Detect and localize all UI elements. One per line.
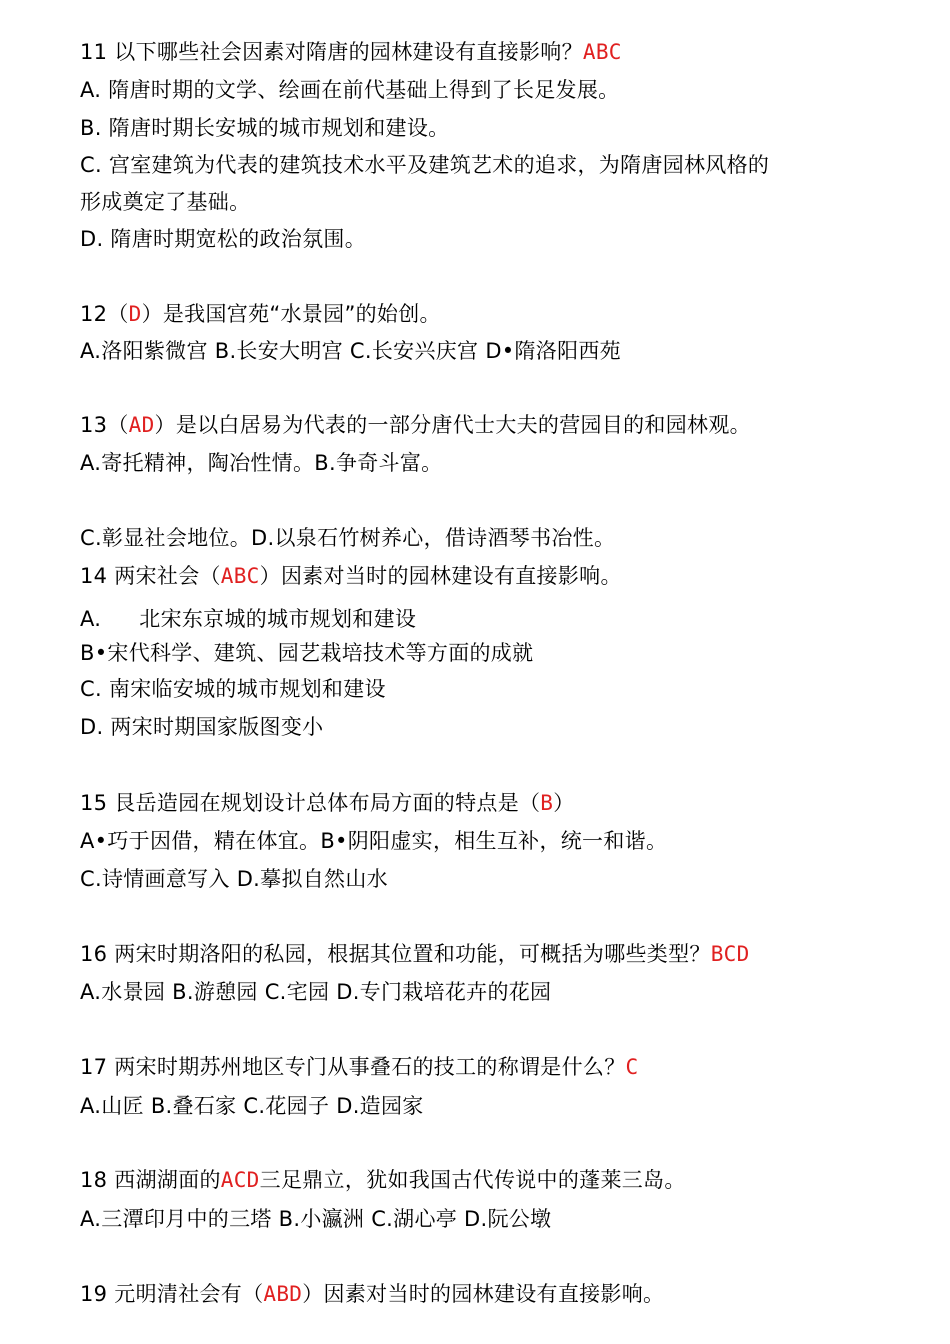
- q15-options-2: C.诗情画意写入 D.摹拟自然山水: [80, 867, 388, 891]
- q17-answer: C: [625, 1055, 639, 1079]
- q19-answer: ABD: [263, 1282, 303, 1306]
- q13-stem: 13（AD）是以白居易为代表的一部分唐代士大夫的营园目的和园林观。: [80, 413, 751, 437]
- q16-stem: 16 两宋时期洛阳的私园，根据其位置和功能，可概括为哪些类型？BCD: [80, 942, 750, 966]
- q12-answer: D: [128, 302, 142, 326]
- q19-stem: 19 元明清社会有（ABD）因素对当时的园林建设有直接影响。: [80, 1282, 665, 1306]
- q14-option-d: D. 两宋时期国家版图变小: [80, 715, 324, 739]
- q17-stem: 17 两宋时期苏州地区专门从事叠石的技工的称谓是什么？C: [80, 1055, 639, 1079]
- q17-options: A.山匠 B.叠石家 C.花园子 D.造园家: [80, 1094, 424, 1118]
- q13-options-1: A.寄托精神，陶冶性情。B.争奇斗富。: [80, 451, 443, 475]
- q11-option-d: D. 隋唐时期宽松的政治氛围。: [80, 227, 367, 251]
- q18-answer: ACD: [220, 1168, 260, 1192]
- q12-stem: 12（D）是我国宫苑“水景园”的始创。: [80, 302, 441, 326]
- q16-answer: BCD: [710, 942, 750, 966]
- q11-option-c-continued: 形成奠定了基础。: [80, 190, 251, 214]
- q15-options-1: A•巧于因借，精在体宜。B•阴阳虚实，相生互补，统一和谐。: [80, 829, 668, 853]
- q15-stem: 15 艮岳造园在规划设计总体布局方面的特点是（B）: [80, 791, 575, 815]
- q13-answer: AD: [128, 413, 155, 437]
- q11-answer: ABC: [582, 40, 622, 64]
- q14-option-a: A. 北宋东京城的城市规划和建设: [80, 607, 417, 631]
- q11-option-a: A. 隋唐时期的文学、绘画在前代基础上得到了长足发展。: [80, 78, 620, 102]
- q14-answer: ABC: [220, 564, 260, 588]
- q18-options: A.三潭印月中的三塔 B.小瀛洲 C.湖心亭 D.阮公墩: [80, 1207, 552, 1231]
- q15-answer: B: [540, 791, 554, 815]
- q11-option-b: B. 隋唐时期长安城的城市规划和建设。: [80, 116, 450, 140]
- q11-stem: 11 以下哪些社会因素对隋唐的园林建设有直接影响？ABC: [80, 40, 622, 64]
- q18-stem: 18 西湖湖面的ACD三足鼎立，犹如我国古代传说中的蓬莱三岛。: [80, 1168, 686, 1192]
- q14-stem: 14 两宋社会（ABC）因素对当时的园林建设有直接影响。: [80, 564, 622, 588]
- q14-option-b: B•宋代科学、建筑、园艺栽培技术等方面的成就: [80, 641, 534, 665]
- q11-option-c: C. 宫室建筑为代表的建筑技术水平及建筑艺术的追求，为隋唐园林风格的: [80, 153, 770, 177]
- q12-options: A.洛阳紫微宫 B.长安大明宫 C.长安兴庆宫 D•隋洛阳西苑: [80, 339, 621, 363]
- q16-options: A.水景园 B.游憩园 C.宅园 D.专门栽培花卉的花园: [80, 980, 552, 1004]
- q14-option-c: C. 南宋临安城的城市规划和建设: [80, 677, 386, 701]
- q13-options-2: C.彰显社会地位。D.以泉石竹树养心，借诗酒琴书冶性。: [80, 526, 616, 550]
